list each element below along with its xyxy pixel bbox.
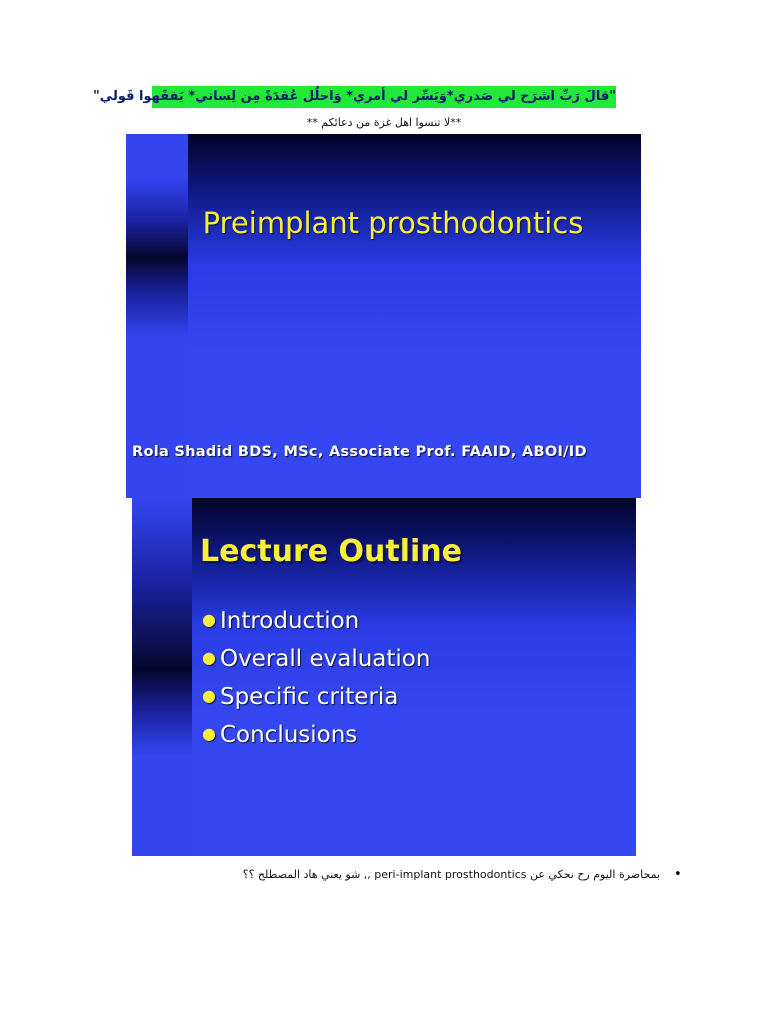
outline-list <box>202 602 430 754</box>
list-item: ● Introduction <box>202 608 360 634</box>
bullet-icon: ● <box>202 724 216 743</box>
slide-side-strip <box>132 498 192 856</box>
verse-text: "قالَ رَبِّ اشرَح لي صَدري*وَيَسِّر لي أمري* وَاحلُل عُقدَةً مِن لِساني* يَفقَهوا قَولي" <box>93 89 616 104</box>
bullet-icon: ● <box>202 686 216 705</box>
slide-outline <box>132 498 636 856</box>
dua-line: **لا تنسوا اهل غزة من دعائكم ** <box>306 116 462 129</box>
slide-title <box>126 134 641 498</box>
slide-author: Rola Shadid BDS, MSc, Associate Prof. FAAID, ABOI/ID <box>132 444 587 460</box>
slide-main-title: Preimplant prosthodontics <box>202 206 584 240</box>
note-text: بمحاضرة اليوم رح نحكي عن peri-implant prosthodontics ,, شو يعني هاد المصطلح ؟؟ <box>242 868 660 881</box>
bullet-icon: ● <box>202 610 216 629</box>
verse-highlight <box>93 86 616 108</box>
outline-title: Lecture Outline <box>200 534 463 569</box>
list-item: ● Overall evaluation <box>202 646 431 672</box>
list-item: ● Specific criteria <box>202 684 399 710</box>
note-bullet-icon: • <box>674 867 682 882</box>
bullet-icon: ● <box>202 648 216 667</box>
list-item: ● Conclusions <box>202 722 358 748</box>
